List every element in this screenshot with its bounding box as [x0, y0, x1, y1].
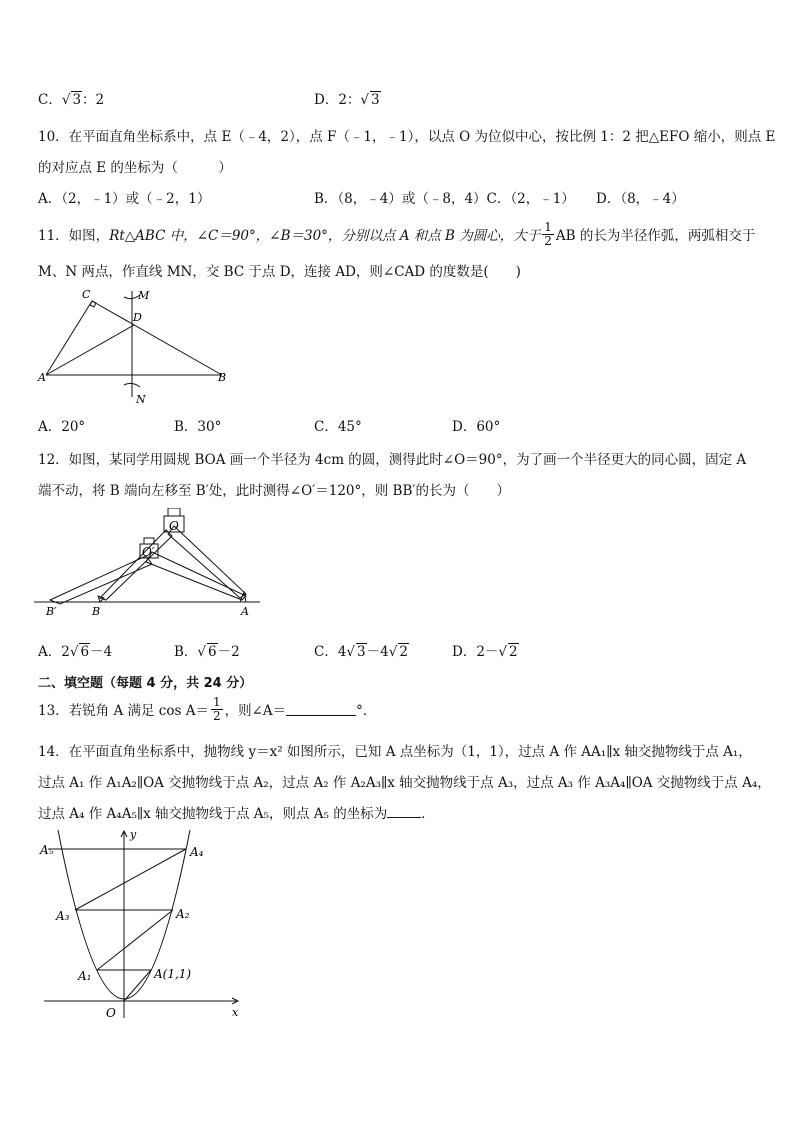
q12-label-b: B: [92, 605, 101, 618]
q14-label-a4: A₄: [190, 845, 204, 859]
q11-fraction: $\frac{1}{2}$: [544, 219, 552, 248]
q13-fraction: $\frac{1}{2}$: [212, 694, 221, 723]
q10-option-b-c: B．（8，﹣4）或（﹣8，4）C．（2，﹣1）: [314, 191, 575, 207]
q14-stem-line1: 14．在平面直角坐标系中，抛物线 y＝x² 如图所示，已知 A 点坐标为（1，1），过点 A 作 AA₁∥x 轴交抛物线于点 A₁，: [38, 744, 752, 760]
q11-option-a: A．20°: [38, 419, 86, 435]
q11-label-d: D: [133, 311, 142, 324]
q14-stem-line2: 过点 A₁ 作 A₁A₂∥OA 交抛物线于点 A₂，过点 A₂ 作 A₂A₃∥x 轴交抛物线于点 A₃，过点 A₃ 作 A₃A₄∥OA 交抛物线于点 A₄，: [38, 775, 771, 791]
q13-stem: 13．若锐角 A 满足 cos A＝ $\frac{1}{2}$ ，则∠A＝ °．: [38, 694, 377, 723]
q14-label-a5: A₅: [40, 843, 54, 857]
q9-option-c: C．√ 3：2: [38, 92, 105, 108]
q11-option-d: D．60°: [452, 419, 501, 435]
q11-option-b: B．30°: [174, 419, 222, 435]
q14-parabola-figure: [36, 828, 256, 1028]
q14-label-x: x: [232, 1006, 239, 1019]
q12-option-d: D．2－√ 2: [452, 644, 518, 660]
q12-option-c: C．4√ 3－4√ 2: [314, 644, 408, 660]
q12-compass-figure: [34, 508, 264, 618]
q12-stem-line2: 端不动，将 B 端向左移至 B′处，此时测得∠O′＝120°，则 BB′的长为（ ）: [38, 483, 510, 499]
q11-stem-line1: 11．如图， Rt△ABC 中，∠C＝90°，∠B＝30°，分别以点 A 和点 B 为圆心，大于 $\frac{1}{2}$ AB 的长为半径作弧，两弧相交于: [38, 219, 756, 248]
q14-label-a1: A₁: [78, 969, 92, 983]
q11-label-a: A: [38, 371, 46, 384]
q12-label-a: A: [241, 605, 249, 618]
q12-option-a: A．2√ 6－4: [38, 644, 113, 660]
q11-stem-line2: M、N 两点，作直线 MN，交 BC 于点 D，连接 AD，则∠CAD 的度数是( ): [38, 264, 521, 280]
q14-label-o: O: [106, 1006, 116, 1020]
q12-label-b-prime: B′: [46, 605, 57, 618]
q10-stem-line2: 的对应点 E 的坐标为（ ）: [38, 160, 232, 176]
q10-option-d: D．（8，﹣4）: [596, 191, 685, 207]
q12-label-o-prime: O′: [142, 545, 155, 559]
q14-stem-line3: 过点 A₄ 作 A₄A₅∥x 轴交抛物线于点 A₅，则点 A₅ 的坐标为 ．: [38, 806, 435, 822]
q12-label-o: O: [169, 519, 179, 533]
q12-stem-line1: 12．如图，某同学用圆规 BOA 画一个半径为 4cm 的圆，测得此时∠O＝90°，为了画一个半径更大的同心圆，固定 A: [38, 452, 747, 468]
q14-label-a2: A₂: [176, 907, 190, 921]
q11-option-c: C．45°: [314, 419, 362, 435]
section-title-fill-in: 二、填空题（每题 4 分，共 24 分）: [38, 676, 253, 691]
q11-triangle-figure: [30, 285, 230, 405]
q11-label-n: N: [136, 393, 146, 405]
q12-option-b: B．√ 6－2: [174, 644, 240, 660]
q9-option-d: D．2：√ 3: [314, 92, 380, 108]
q10-option-a: A．（2，﹣1）或（﹣2，1）: [38, 191, 211, 207]
q11-label-m: M: [138, 289, 150, 302]
q14-answer-blank[interactable]: [387, 805, 421, 818]
q11-label-c: C: [82, 288, 91, 301]
q10-stem-line1: 10．在平面直角坐标系中，点 E（﹣4，2），点 F（﹣1，﹣1），以点 O 为位似中心，按比例 1：2 把△EFO 缩小，则点 E: [38, 129, 776, 145]
q13-answer-blank[interactable]: [286, 703, 356, 716]
q14-label-a3: A₃: [56, 909, 70, 923]
q11-label-b: B: [218, 371, 227, 384]
q14-label-a: A(1,1): [154, 967, 192, 981]
q14-label-y: y: [130, 828, 137, 841]
